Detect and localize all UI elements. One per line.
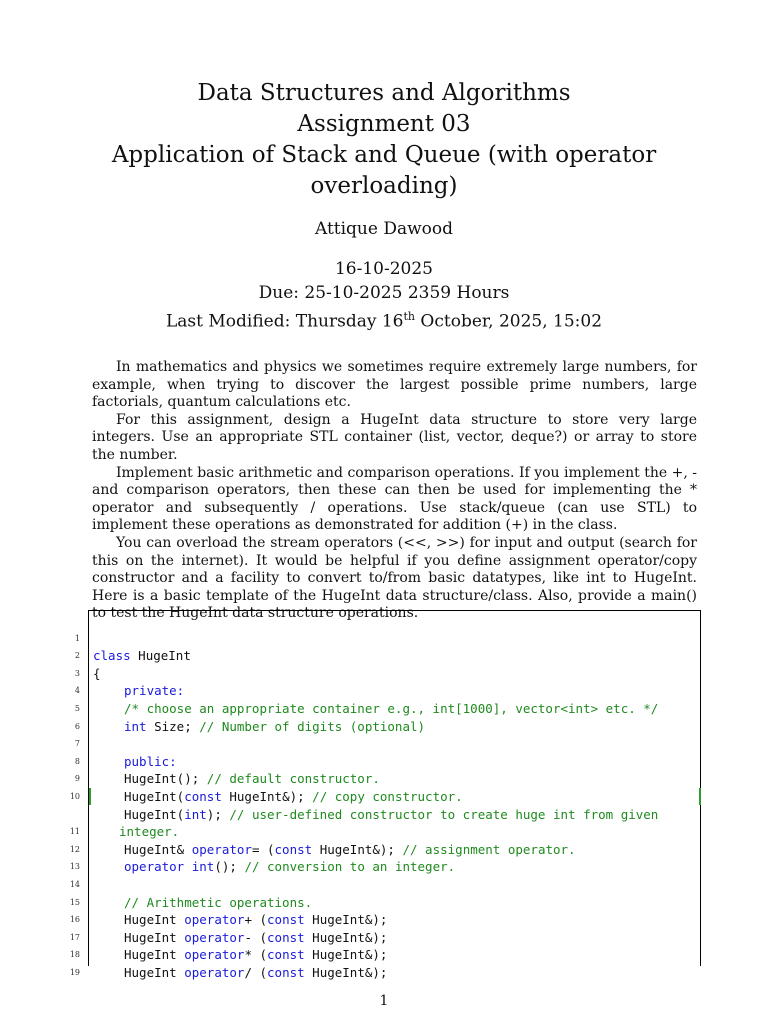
code-text: - (	[244, 929, 268, 945]
line-number: 8	[74, 756, 80, 766]
last-modified-suffix: October, 2025, 15:02	[415, 311, 603, 332]
line-number: 19	[69, 967, 80, 977]
comment: // user-defined constructor to create huge int from given	[229, 806, 659, 822]
dates-block	[0, 257, 768, 334]
keyword: const	[267, 912, 305, 928]
keyword: operator	[191, 841, 252, 857]
paragraph-1: In mathematics and physics we sometimes require extremely large numbers, for example, when trying to discover the largest possible prime numbers, large factorials, quantum calculations etc.	[92, 359, 697, 411]
line-number: 3	[74, 668, 80, 678]
line-number: 17	[69, 932, 80, 942]
code-text: HugeInt&	[124, 841, 192, 857]
keyword: operator	[124, 859, 185, 875]
line-number: 16	[69, 915, 80, 925]
paragraph-3: Implement basic arithmetic and comparison operations. If you implement the +, - and comparison operators, then these can then be used for implementing the * operator and subsequently / operations. Use stack/queue (can use STL) to implement these operations as demonstrated for addition (+) in the class.	[92, 464, 697, 534]
code-text: HugeInt&);	[304, 947, 388, 963]
date: 16-10-2025	[334, 259, 433, 279]
title-line-3: Application of Stack and Queue (with operator	[111, 142, 657, 168]
paragraph-2: For this assignment, design a HugeInt data structure to store very large integers. Use an appropriate STL container (list, vector, deque?) or array to store the number.	[92, 411, 697, 463]
line-number: 7	[74, 739, 80, 749]
code-text: / (	[244, 964, 268, 980]
code-line	[0, 612, 768, 664]
keyword: const	[184, 788, 222, 804]
line-number: 5	[74, 703, 80, 713]
code-text: HugeInt	[124, 929, 185, 945]
code-text: = (	[251, 841, 275, 857]
code-text: HugeInt&);	[312, 841, 403, 857]
keyword: operator	[184, 912, 245, 928]
comment: // Arithmetic operations.	[124, 894, 313, 910]
code-text: HugeInt(	[124, 788, 185, 804]
keyword: const	[274, 841, 313, 857]
line-number: 1	[74, 633, 80, 643]
code-text: HugeInt	[124, 947, 185, 963]
keyword: int	[184, 806, 207, 822]
line-number: 14	[69, 879, 80, 889]
comment: integer.	[119, 824, 180, 840]
keyword: public:	[124, 753, 177, 769]
comment: /* choose an appropriate container e.g., int[1000], vector<int> etc. */	[124, 700, 659, 716]
title-block	[0, 78, 768, 202]
line-number: 2	[74, 651, 80, 661]
code-text: HugeInt&);	[304, 929, 388, 945]
code-text: HugeInt	[124, 964, 185, 980]
code-text: {	[93, 665, 101, 681]
code-text: HugeInt(	[124, 806, 185, 822]
last-modified-sup: th	[403, 310, 416, 323]
last-modified-prefix: Last Modified: Thursday 16	[165, 311, 404, 332]
line-number: 13	[69, 862, 80, 872]
code-text: );	[206, 806, 230, 822]
keyword: operator	[184, 929, 245, 945]
keyword: int	[124, 718, 147, 734]
line-number: 11	[69, 827, 80, 837]
body-text	[92, 359, 697, 623]
wrap-marker-left	[89, 788, 91, 805]
code-line	[0, 647, 768, 699]
code-text: ();	[214, 859, 245, 875]
code-text: HugeInt&);	[304, 912, 388, 928]
code-text: HugeInt();	[124, 771, 207, 787]
keyword: int	[191, 859, 215, 875]
line-number: 9	[74, 774, 80, 784]
line-number: 12	[69, 844, 80, 854]
comment: // Number of digits (optional)	[199, 718, 426, 734]
paragraph-4: You can overload the stream operators (<<, >>) for input and output (search for this on the internet). It would be helpful if you define assignment operator/copy constructor and a facility to convert to/from basic datatypes, like int to HugeInt. Here is a basic template of the HugeInt data structure/class. Also, provide a main() to test the HugeInt data structure operations.	[92, 534, 697, 622]
keyword: private:	[124, 683, 185, 699]
comment: // copy constructor.	[312, 788, 463, 804]
keyword: class	[93, 648, 131, 664]
line-number: 6	[74, 721, 80, 731]
comment: // assignment operator.	[402, 841, 576, 857]
keyword: operator	[184, 964, 245, 980]
author: Attique Dawood	[314, 219, 454, 239]
last-modified	[0, 305, 768, 334]
wrap-marker-right	[699, 788, 701, 805]
due-date: Due: 25-10-2025 2359 Hours	[258, 283, 510, 303]
line-number: 18	[69, 950, 80, 960]
keyword: const	[267, 964, 305, 980]
code-text: HugeInt&);	[304, 964, 388, 980]
code-text: Size;	[146, 718, 200, 734]
comment: // conversion to an integer.	[244, 859, 456, 875]
line-number: 10	[69, 791, 80, 801]
code-text: * (	[244, 947, 268, 963]
line-number: 15	[69, 897, 80, 907]
keyword: operator	[184, 947, 245, 963]
code-text: HugeInt	[124, 912, 185, 928]
keyword: const	[267, 947, 305, 963]
title-line-2: Assignment 03	[297, 111, 471, 137]
keyword: const	[267, 929, 305, 945]
code-listing	[0, 612, 768, 980]
line-number: 4	[74, 686, 80, 696]
comment: // default constructor.	[206, 771, 380, 787]
code-text: + (	[244, 912, 268, 928]
code-line	[0, 718, 768, 769]
page-number: 1	[379, 993, 389, 1009]
code-text: HugeInt&);	[221, 788, 313, 804]
code-text: HugeInt	[130, 648, 191, 664]
title-line-1: Data Structures and Algorithms	[197, 80, 571, 106]
title-line-4: overloading)	[310, 173, 458, 199]
